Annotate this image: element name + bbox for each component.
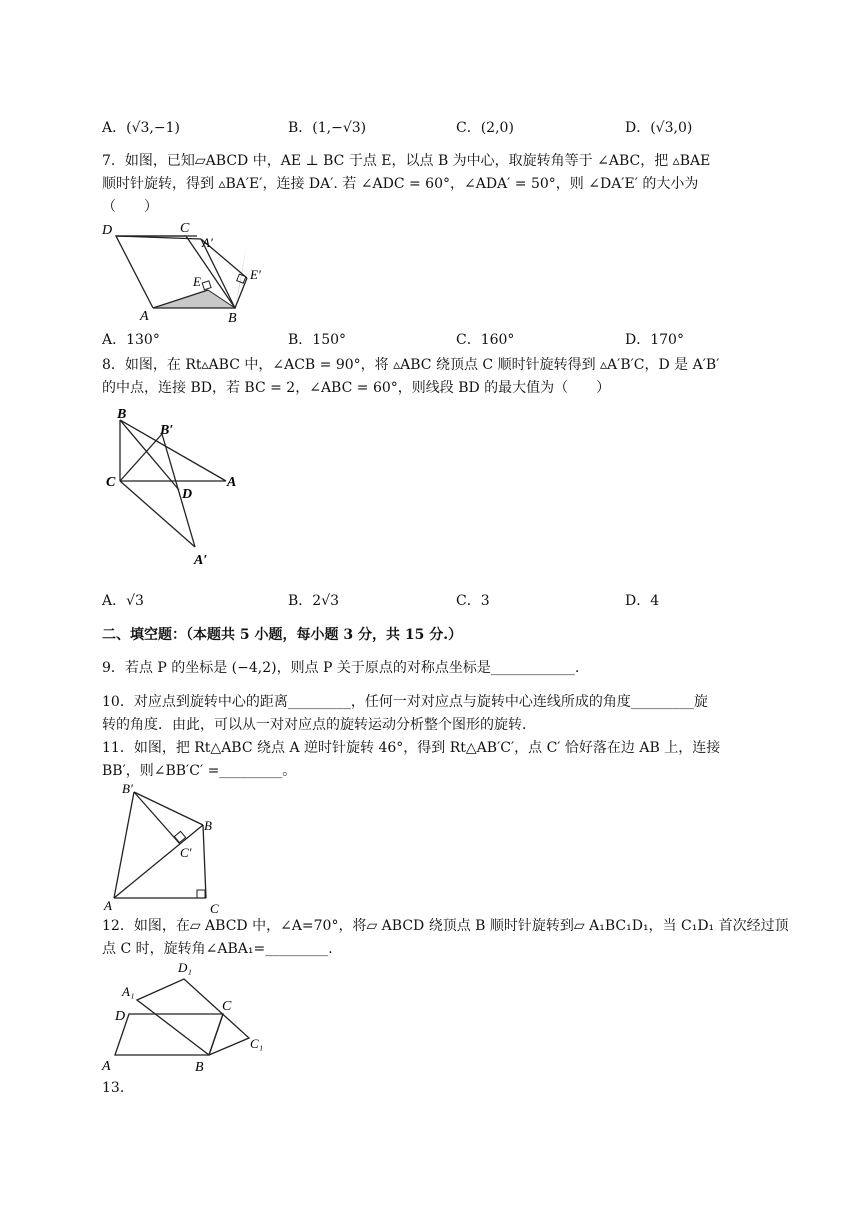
q11-text-line2: BB′，则∠BB′C′ =_________。 <box>102 763 297 779</box>
q11-label-a: A <box>104 898 112 913</box>
q11-label-b: B <box>204 818 212 833</box>
q7-right-angle-e <box>202 281 211 290</box>
q7-label-a: A <box>140 309 149 324</box>
q11-line-bprime-b <box>134 792 203 825</box>
q7-shaded-triangle-ba-e <box>235 243 247 308</box>
q7-label-c: C <box>180 221 190 236</box>
q11-line-bc <box>203 825 206 898</box>
q7-text-line3: （ ） <box>102 199 158 215</box>
q12-label-c: C <box>222 999 232 1014</box>
q10-text-line2: 转的角度．由此，可以从一对对应点的旋转运动分析整个图形的旋转． <box>102 717 536 733</box>
q12-label-a1: A₁ <box>122 984 135 999</box>
q8-text-line1: 8．如图，在 Rt▵ABC 中，∠ACB = 90°，将 ▵ABC 绕顶点 C 顺时针旋转得到 ▵A′B′C，D 是 A′B′ <box>102 357 720 373</box>
q12-line-bc <box>209 1014 223 1055</box>
q12-label-a: A <box>102 1059 111 1074</box>
q8-label-a: A <box>227 475 237 490</box>
q7-label-b: B <box>228 311 237 326</box>
q13-text: 13. <box>102 1080 125 1096</box>
q7-option-a: A．130° <box>102 332 160 348</box>
q6-option-d: D．(√3,0) <box>625 120 693 136</box>
q12-label-c1: C₁ <box>250 1036 264 1051</box>
q7-option-d: D．170° <box>625 332 684 348</box>
q12-parallelogram-abcd <box>115 1014 223 1055</box>
q6-option-c: C．(2,0) <box>456 120 514 136</box>
q8-figure <box>100 404 250 568</box>
q12-label-b: B <box>195 1060 204 1075</box>
q7-label-d: D <box>102 223 113 238</box>
q8-label-bprime: B′ <box>160 423 174 438</box>
q7-label-e: E <box>193 274 201 289</box>
q6-option-a: A．(√3,−1) <box>102 120 180 136</box>
q7-option-b: B．150° <box>288 332 347 348</box>
q8-label-d: D <box>182 487 193 502</box>
q8-text-line2: 的中点，连接 BD，若 BC = 2，∠ABC = 60°，则线段 BD 的最大值为（ ） <box>102 380 611 396</box>
q7-figure <box>100 218 280 326</box>
q8-label-aprime: A′ <box>194 553 208 568</box>
q10-text-line1: 10．对应点到旋转中心的距离_________，任何一对对应点与旋转中心连线所成的角度_________旋 <box>102 694 708 710</box>
q8-option-d: D．4 <box>625 593 660 609</box>
q11-label-bprime: B′ <box>122 781 133 796</box>
q7-shaded-triangle-bae <box>153 290 235 308</box>
q8-option-b: B．2√3 <box>288 593 340 609</box>
q11-right-angle-c <box>197 890 205 898</box>
q7-label-aprime: A′ <box>202 235 213 250</box>
q11-figure <box>100 782 230 914</box>
q7-text-line1: 7．如图，已知▱ABCD 中，AE ⊥ BC 于点 E，以点 B 为中心，取旋转角等于 ∠ABC，把 ▵BAE <box>102 153 711 169</box>
section2-title: 二、填空题：（本题共 5 小题，每小题 3 分，共 15 分.） <box>102 627 463 643</box>
q12-text-line2: 点 C 时，旋转角∠ABA₁=_________. <box>102 941 333 957</box>
q6-option-b: B．(1,−√3) <box>288 120 367 136</box>
q11-line-bprime-cprime <box>134 792 180 844</box>
q11-line-abprime <box>114 792 134 898</box>
q12-figure <box>100 958 275 1076</box>
q8-label-c: C <box>106 475 116 490</box>
q7-text-line2: 顺时针旋转，得到 ▵BA′E′，连接 DA′. 若 ∠ADC = 60°，∠ADA′ = 50°，则 ∠DA′E′ 的大小为 <box>102 176 699 192</box>
q12-text-line1: 12．如图，在▱ ABCD 中，∠A=70°，将▱ ABCD 绕顶点 B 顺时针旋转到▱ A₁BC₁D₁，当 C₁D₁ 首次经过顶 <box>102 918 789 934</box>
q7-option-c: C．160° <box>456 332 515 348</box>
q11-label-c: C <box>210 901 219 916</box>
q8-option-a: A．√3 <box>102 593 144 609</box>
q12-parallelogram-a1bc1d1 <box>137 979 249 1055</box>
q9-text: 9．若点 P 的坐标是 (−4,2)，则点 P 关于原点的对称点坐标是____________. <box>102 660 580 676</box>
q12-label-d1: D₁ <box>178 960 192 975</box>
q8-label-b: B <box>117 407 127 422</box>
q8-option-c: C．3 <box>456 593 490 609</box>
q8-line-cbprime <box>120 434 162 481</box>
q7-label-eprime: E′ <box>250 267 261 282</box>
q12-label-d: D <box>115 1009 126 1024</box>
q11-label-cprime: C′ <box>180 845 192 860</box>
q11-line-ab <box>114 825 203 898</box>
q11-text-line1: 11．如图，把 Rt△ABC 绕点 A 逆时针旋转 46°，得到 Rt△AB′C′，点 C′ 恰好落在边 AB 上，连接 <box>102 740 721 756</box>
